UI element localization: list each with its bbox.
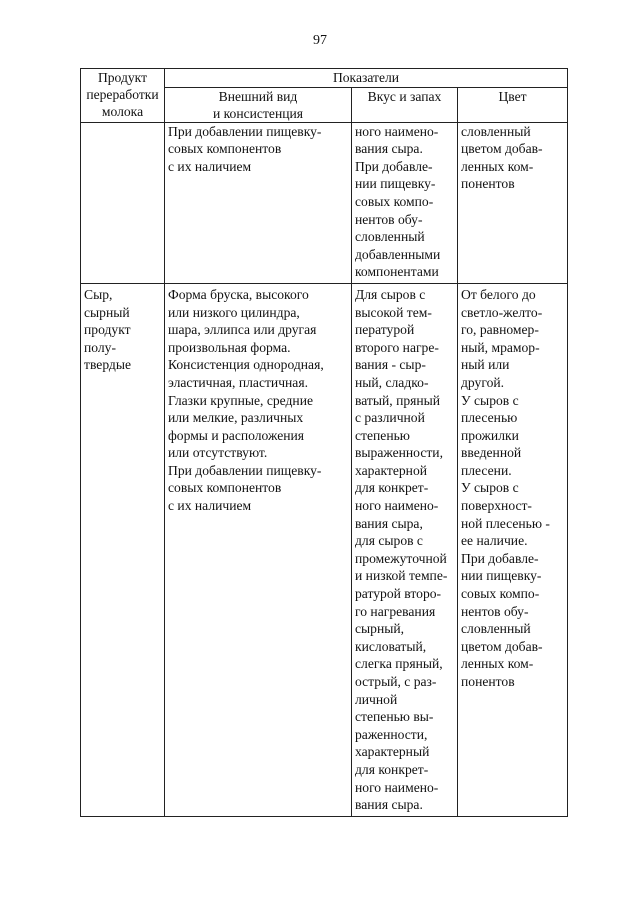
text-line: ного наимено- [355,498,439,514]
header-indicators: Показатели [165,69,568,88]
text-line: нии пищевку- [355,176,436,192]
cell-taste-lines [355,286,454,814]
text-line: понентов [461,176,515,192]
text-line: сырный [84,304,130,320]
requirements-table [80,68,568,817]
cell-product [81,122,165,283]
text-line: компонентами [355,264,439,280]
text-line: произвольная форма. [168,339,291,355]
text-line: словленный [461,621,531,637]
table-row-continuation [81,122,568,283]
text-line: пературой [355,322,415,338]
text-line: ленных ком- [461,158,534,174]
text-line: промежуточной [355,550,447,566]
text-line: для конкрет- [355,480,429,496]
text-line: Для сыров с [355,286,426,302]
text-line: с различной [355,410,425,426]
text-line: ного наимено- [355,123,439,139]
text-line: цветом добав- [461,638,543,654]
text-line: введенной [461,445,522,461]
text-line: Глазки крупные, средние [168,392,314,408]
text-line: для конкрет- [355,761,429,777]
text-line: или мелкие, различных [168,410,304,426]
text-line: вания сыра, [355,515,423,531]
header-color: Цвет [458,87,568,122]
text-line: вания - сыр- [355,357,426,373]
text-line: При добавле- [355,158,433,174]
cell-taste [352,283,458,816]
text-line: и низкой темпе- [355,568,448,584]
text-line: поверхност- [461,498,532,514]
text-line: нентов обу- [461,603,529,619]
text-line: степенью [355,427,410,443]
text-line: твердые [84,357,132,373]
text-line: ной плесенью - [461,515,550,531]
cell-product [81,283,165,816]
text-line: совых компонентов [168,141,282,157]
header-appearance [165,87,352,122]
text-line: Форма бруска, высокого [168,286,309,302]
text-line: шара, эллипса или другая [168,322,317,338]
text-line: плесенью [461,410,518,426]
text-line: Внешний вид [218,88,298,104]
text-line: го, равномер- [461,322,539,338]
text-line: или низкого цилиндра, [168,304,300,320]
text-line: понентов [461,674,515,689]
header-product [81,69,165,123]
header-taste: Вкус и запах [352,87,458,122]
text-line: У сыров с [461,392,519,408]
header-product-lines [84,69,161,120]
text-line: словленный [461,123,531,139]
text-line: ный, сладко- [355,374,429,390]
text-line: плесени. [461,462,512,478]
text-line: словленный [355,229,425,245]
text-line: острый, с раз- [355,674,437,689]
text-line: для сыров с [355,533,423,549]
text-line: личной [355,691,398,707]
text-line: эластичная, пластичная. [168,374,308,390]
cell-color-lines [461,286,564,691]
cell-appearance-lines [168,123,348,176]
text-line: При добавлении пищевку- [168,462,322,478]
text-line: вания сыра. [355,797,423,813]
text-line: При добавле- [461,550,539,566]
text-line: слегка пряный, [355,656,443,672]
text-line: сырный, [355,621,405,637]
text-line: совых компонентов [168,480,282,496]
text-line: кисловатый, [355,638,427,654]
text-line: другой. [461,374,505,390]
text-line: добавленными [355,246,441,262]
text-line: ватый, пряный [355,392,441,408]
table-row-cheese-semihard [81,283,568,816]
text-line: От белого до [461,286,536,302]
text-line: раженности, [355,726,428,742]
text-line: высокой тем- [355,304,432,320]
cell-taste-lines [355,123,454,281]
text-line: совых компо- [355,193,434,209]
text-line: совых компо- [461,586,540,602]
text-line: прожилки [461,427,519,443]
text-line: го нагревания [355,603,436,619]
text-line: При добавлении пищевку- [168,123,322,139]
header-row-top [81,69,568,88]
text-line: Сыр, [84,286,113,302]
text-line: ного наимено- [355,779,439,795]
text-line: продукт [84,322,131,338]
cell-taste [352,122,458,283]
text-line: Консистенция однородная, [168,357,324,373]
text-line: молока [101,104,144,119]
text-line: ный или [461,357,510,373]
cell-color [458,122,568,283]
text-line: нентов обу- [355,211,423,227]
header-appearance-lines [168,88,348,122]
cell-color [458,283,568,816]
text-line: ный, мрамор- [461,339,540,355]
text-line: с их наличием [168,158,252,174]
text-line: и консистенция [212,105,304,121]
text-line: вания сыра. [355,141,423,157]
text-line: ленных ком- [461,656,534,672]
text-line: светло-желто- [461,304,543,320]
text-line: У сыров с [461,480,519,496]
text-line: нии пищевку- [461,568,542,584]
text-line: характерный [355,744,430,760]
text-line: с их наличием [168,498,252,514]
text-line: выраженности, [355,445,443,461]
text-line: или отсутствуют. [168,445,268,461]
cell-appearance [165,122,352,283]
cell-color-lines [461,123,564,193]
text-line: цветом добав- [461,141,543,157]
text-line: Продукт [97,70,148,85]
cell-appearance-lines [168,286,348,515]
text-line: ее наличие. [461,533,528,549]
text-line: формы и расположения [168,427,305,443]
text-line: переработки [86,87,159,102]
cell-product-lines [84,286,161,374]
cell-appearance [165,283,352,816]
text-line: характерной [355,462,428,478]
page-number: 97 [313,33,327,48]
text-line: степенью вы- [355,709,434,725]
text-line: второго нагре- [355,339,439,355]
text-line: полу- [84,339,116,355]
text-line: ратурой второ- [355,586,442,602]
